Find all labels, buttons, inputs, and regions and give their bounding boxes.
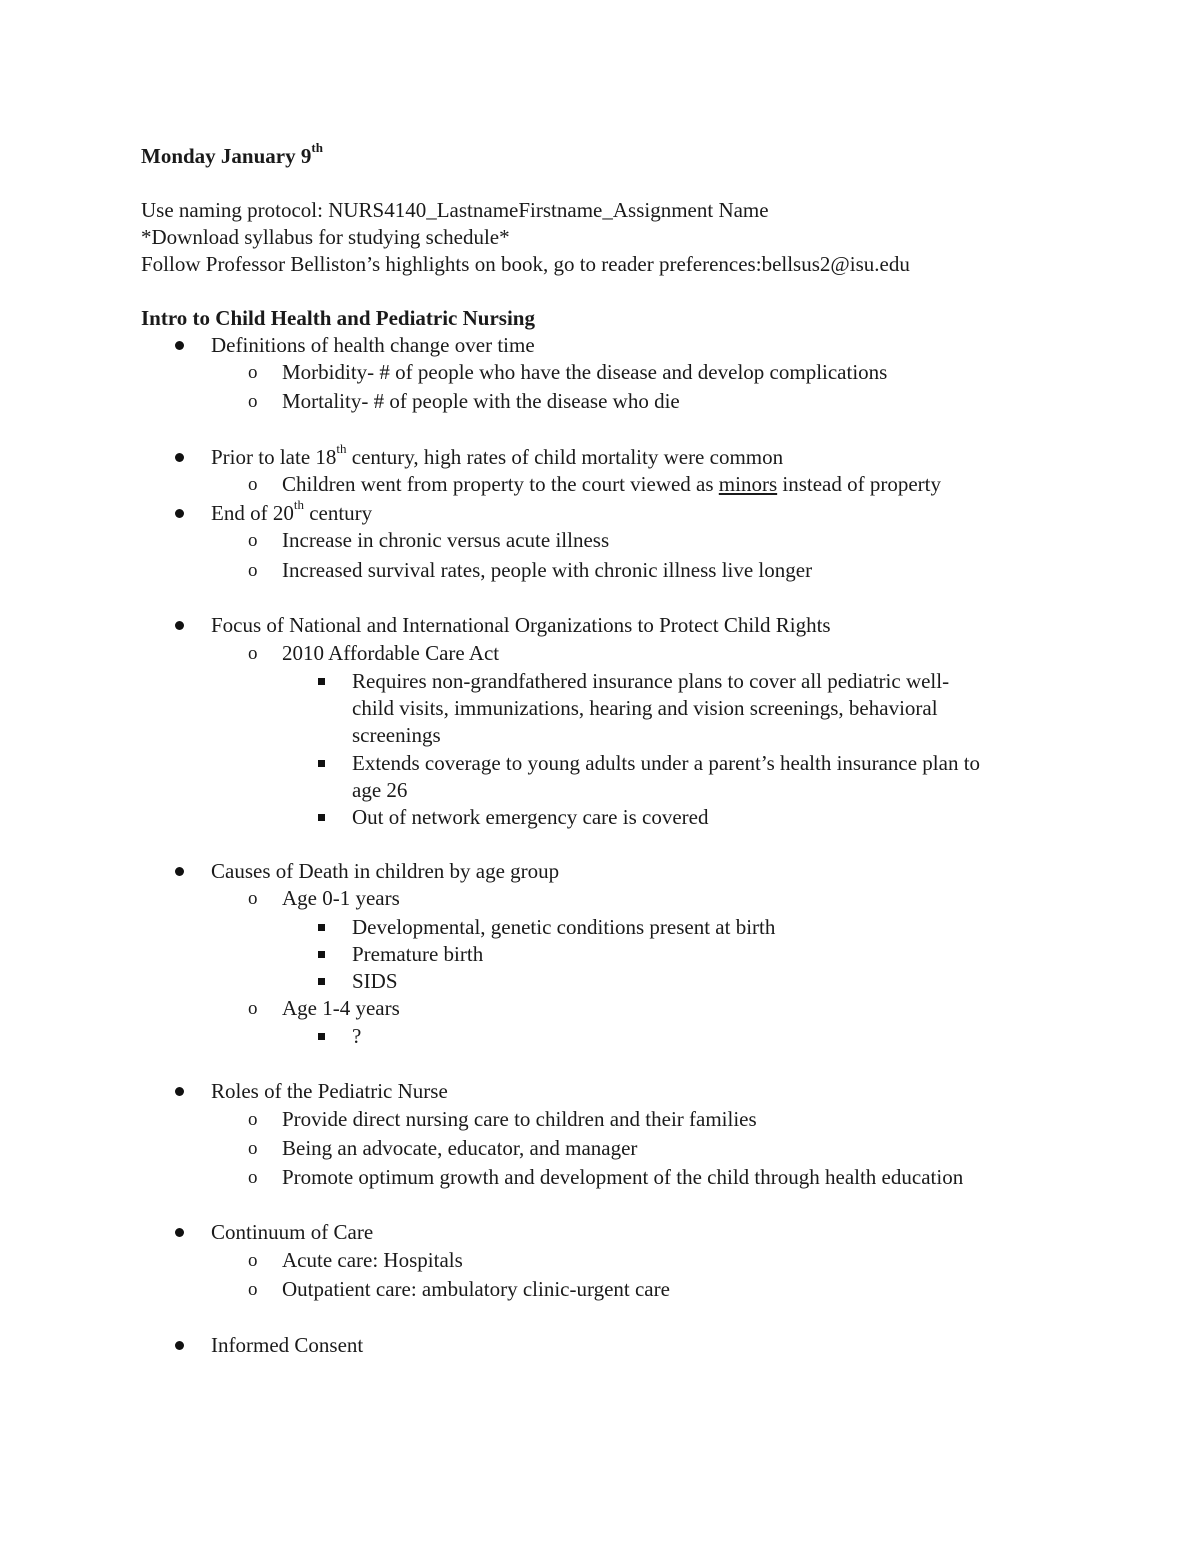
list-item: Increased survival rates, people with chronic illness live longer — [282, 558, 813, 582]
bullet-circle-icon: o — [248, 1250, 258, 1271]
list-item: Outpatient care: ambulatory clinic-urgent care — [282, 1277, 670, 1301]
bullet-square-icon — [318, 678, 325, 685]
list-item: Definitions of health change over time — [211, 333, 535, 357]
bullet-circle-icon: o — [248, 1109, 258, 1130]
bullet-square-icon — [318, 814, 325, 821]
list-item: Developmental, genetic conditions present at birth — [352, 915, 776, 939]
list-item: Informed Consent — [211, 1333, 364, 1357]
date-heading: Monday January 9th — [141, 140, 323, 168]
list-item: Age 0-1 years — [282, 886, 400, 910]
list-item-continuation: age 26 — [352, 778, 408, 802]
bullet-circle-icon: o — [248, 530, 258, 551]
bullet-square-icon — [318, 1033, 325, 1040]
bullet-dot-icon — [175, 453, 184, 462]
list-item: Promote optimum growth and development of the child through health education — [282, 1165, 964, 1189]
list-item: Extends coverage to young adults under a parent’s health insurance plan to — [352, 751, 981, 775]
list-item: Age 1-4 years — [282, 996, 400, 1020]
list-item: Mortality- # of people with the disease who die — [282, 389, 680, 413]
list-item: End of 20th century — [211, 497, 373, 525]
list-item: Increase in chronic versus acute illness — [282, 528, 610, 552]
bullet-circle-icon: o — [248, 391, 258, 412]
list-item: Provide direct nursing care to children and their families — [282, 1107, 757, 1131]
list-item-continuation: screenings — [352, 723, 441, 747]
list-item: 2010 Affordable Care Act — [282, 641, 500, 665]
bullet-dot-icon — [175, 1228, 184, 1237]
list-item: Morbidity- # of people who have the disease and develop complications — [282, 360, 888, 384]
bullet-circle-icon: o — [248, 1138, 258, 1159]
list-item: Being an advocate, educator, and manager — [282, 1136, 638, 1160]
bullet-dot-icon — [175, 509, 184, 518]
bullet-dot-icon — [175, 1087, 184, 1096]
list-item: Focus of National and International Organizations to Protect Child Rights — [211, 613, 831, 637]
list-item-continuation: child visits, immunizations, hearing and vision screenings, behavioral — [352, 696, 938, 720]
bullet-circle-icon: o — [248, 560, 258, 581]
bullet-circle-icon: o — [248, 362, 258, 383]
bullet-dot-icon — [175, 867, 184, 876]
bullet-square-icon — [318, 760, 325, 767]
list-item: Acute care: Hospitals — [282, 1248, 463, 1272]
naming-protocol-line: Use naming protocol: NURS4140_LastnameFirstname_Assignment Name — [141, 198, 769, 222]
list-item: Causes of Death in children by age group — [211, 859, 560, 883]
bullet-square-icon — [318, 978, 325, 985]
bullet-circle-icon: o — [248, 998, 258, 1019]
bullet-circle-icon: o — [248, 888, 258, 909]
list-item: Prior to late 18th century, high rates of child mortality were common — [211, 441, 784, 469]
bullet-square-icon — [318, 924, 325, 931]
list-item: SIDS — [352, 969, 398, 993]
list-item: Continuum of Care — [211, 1220, 374, 1244]
list-item: Premature birth — [352, 942, 484, 966]
list-item: Requires non-grandfathered insurance plans to cover all pediatric well- — [352, 669, 950, 693]
bullet-dot-icon — [175, 341, 184, 350]
bullet-dot-icon — [175, 621, 184, 630]
bullet-dot-icon — [175, 1341, 184, 1350]
bullet-square-icon — [318, 951, 325, 958]
list-item: ? — [352, 1024, 362, 1048]
syllabus-line: *Download syllabus for studying schedule* — [141, 225, 510, 249]
list-item: Roles of the Pediatric Nurse — [211, 1079, 448, 1103]
section-title: Intro to Child Health and Pediatric Nursing — [141, 306, 535, 330]
list-item: Children went from property to the court viewed as minors instead of property — [282, 472, 942, 496]
bullet-circle-icon: o — [248, 474, 258, 495]
bullet-circle-icon: o — [248, 1167, 258, 1188]
highlights-line: Follow Professor Belliston’s highlights on book, go to reader preferences:bellsus2@isu.edu — [141, 252, 910, 276]
bullet-circle-icon: o — [248, 643, 258, 664]
bullet-circle-icon: o — [248, 1279, 258, 1300]
list-item: Out of network emergency care is covered — [352, 805, 709, 829]
